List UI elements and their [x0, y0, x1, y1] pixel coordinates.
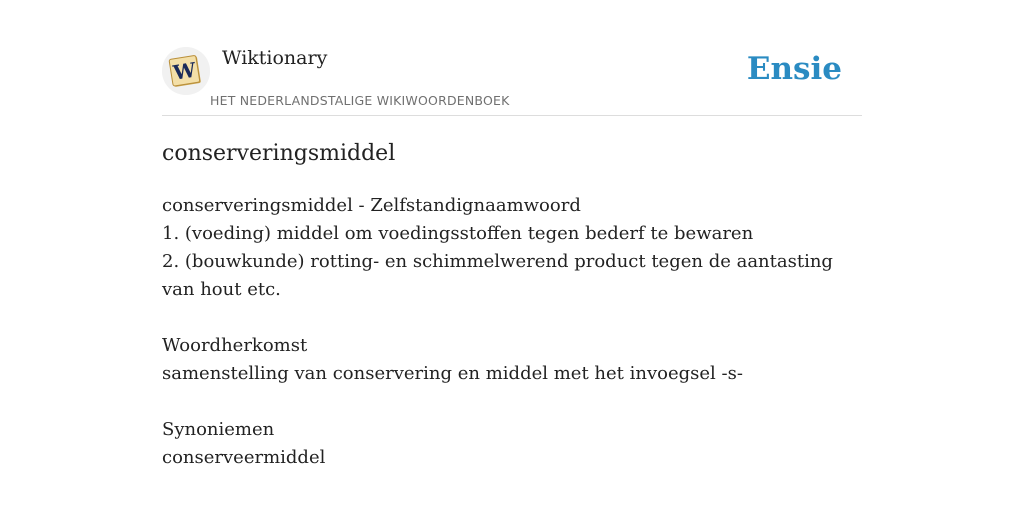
- logo-letter: W: [171, 57, 198, 85]
- wiktionary-logo[interactable]: [162, 47, 210, 95]
- spacer: [162, 304, 842, 332]
- definition-item: 2. (bouwkunde) rotting- en schimmelwerend product tegen de aantasting van hout etc.: [162, 251, 833, 300]
- definition-heading: conserveringsmiddel - Zelfstandignaamwoord: [162, 195, 581, 216]
- etymology-heading: Woordherkomst: [162, 335, 308, 356]
- entry-content: [162, 192, 842, 472]
- spacer: [162, 388, 842, 416]
- definition-item: 1. (voeding) middel om voedingsstoffen tegen bederf te bewaren: [162, 223, 754, 244]
- header-divider: [162, 115, 862, 116]
- wiktionary-tile-icon: [162, 47, 210, 95]
- ensie-brand-link[interactable]: Ensie: [746, 51, 842, 87]
- site-name[interactable]: Wiktionary: [222, 47, 328, 69]
- synonyms-text: conserveermiddel: [162, 447, 326, 468]
- etymology-text: samenstelling van conservering en middel met het invoegsel -s-: [162, 363, 743, 384]
- synonyms-heading: Synoniemen: [162, 419, 275, 440]
- site-subtitle: HET NEDERLANDSTALIGE WIKIWOORDENBOEK: [210, 93, 510, 108]
- entry-title: conserveringsmiddel: [162, 141, 396, 166]
